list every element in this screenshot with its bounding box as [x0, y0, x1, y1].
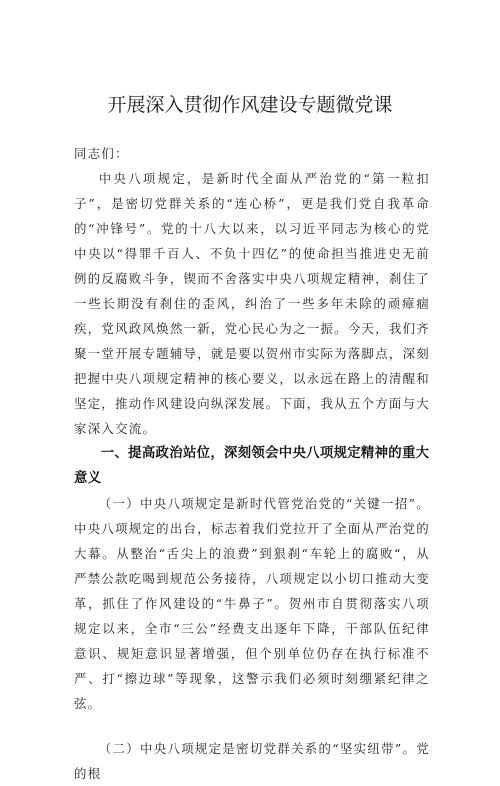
salutation: 同志们：: [74, 146, 129, 161]
paragraph-spacer: [74, 716, 430, 736]
document-title: 开展深入贯彻作风建设专题微党课: [107, 94, 393, 116]
intro-paragraph: 中央八项规定，是新时代全面从严治党的“第一粒扣子”，是密切党群关系的“连心桥”，更是我们党自我革命的“冲锋号”。党的十八大以来，以习近平同志为核心的党中央以“得罪千百人、不负十四亿”的使命担当推进史无前例的反腐败斗争，锲而不舍落实中央八项规定精神，刹住了一些长期没有刹住的歪风，纠治了一些多年未除的顽瘴痼疾，党风政风焕然一新，党心民心为之一振。今天，我们齐聚一堂开展专题辅导，就是要以贺州市实际为落脚点，深刻把握中央八项规定精神的核心要义，以永远在路上的清醒和坚定，推动作风建设向纵深发展。下面，我从五个方面与大家深入交流。: [74, 171, 430, 436]
section1-point2-paragraph: （二）中央八项规定是密切党群关系的“坚实纽带”。党的根: [74, 741, 430, 781]
section1-point1-paragraph: （一）中央八项规定是新时代管党治党的“关键一招”。中央八项规定的出台，标志着我们党拉开了全面从严治党的大幕。从整治“舌尖上的浪费”到狠刹“车轮上的腐败“，从严禁公款吃喝到规范公务接待，八项规定以小切口推动大变革，抓住了作风建设的“牛鼻子”。贺州市自贯彻落实八项规定以来，全市“三公”经费支出逐年下降，干部队伍纪律意识、规矩意识显著增强，但个别单位仍存在执行标准不严、打“擦边球”等现象，这警示我们必须时刻绷紧纪律之弦。: [74, 496, 430, 711]
document-body: [74, 141, 430, 786]
section-heading-1: 一、提高政治站位，深刻领会中央八项规定精神的重大意义: [74, 446, 430, 486]
